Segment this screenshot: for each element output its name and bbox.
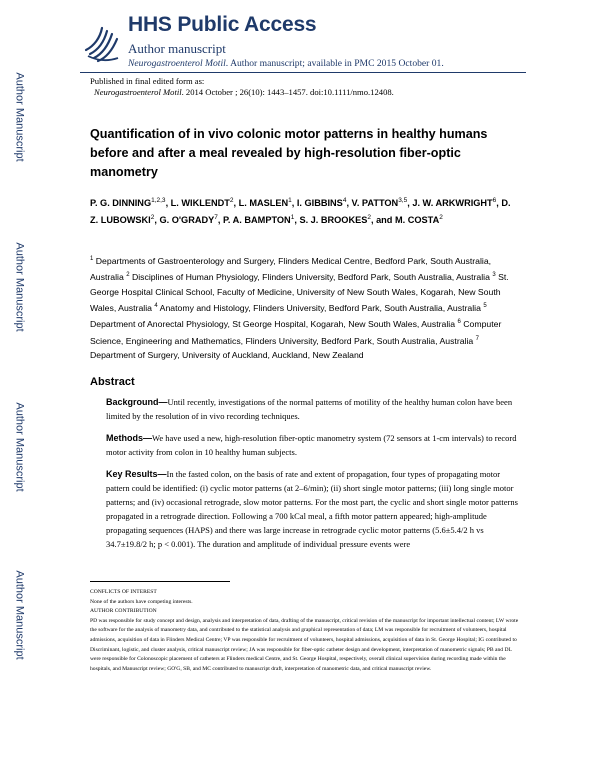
published-in [90,76,394,98]
author-separator: , [154,214,160,225]
author-name: L. MASLEN [238,198,289,209]
author-name: V. PATTON [351,198,399,209]
author-affiliation-sup: 4 [342,197,347,204]
coi-heading: CONFLICTS OF INTEREST [90,589,157,595]
author-affiliation-sup: 2 [439,213,443,221]
side-banner-label: Author Manuscript [14,570,27,660]
coi-text: None of the authors have competing interests. [90,598,193,605]
author-separator: , [233,198,239,209]
author-separator: , [346,198,352,209]
author-name: M. COSTA [394,214,440,225]
side-banner-label: Author Manuscript [14,72,27,162]
affiliation-text: Computer Science, Engineering and Mathematics, Flinders University, Bedford Park, South Australia, Australia [90,319,502,346]
author-affiliation-sup: 1 [290,213,295,221]
affiliations [90,252,520,362]
author-name: G. O'GRADY [159,214,215,225]
author-name: D. Z. LUBOWSKI [90,198,511,225]
side-banner-label: Author Manuscript [14,242,27,332]
author-separator: , [407,198,413,209]
author-manuscript-label: Author manuscript [128,41,226,56]
footnote-divider [90,581,230,582]
published-citation: . 2014 October ; 26(10): 1443–1457. doi:10.1111/nmo.12408. [181,87,394,97]
author-separator: , [217,214,223,225]
author-affiliation-sup: 1,2,3 [151,197,166,204]
author-name: L. WIKLENDT [170,198,230,209]
author-separator: , [294,214,300,225]
hhs-title: HHS Public Access [128,13,317,36]
author-list [90,194,520,227]
affiliation-sup: 3 [492,272,496,279]
journal-name: Neurogastroenterol Motil [128,58,226,69]
author-name: J. W. ARKWRIGHT [412,198,493,209]
affiliation-text: Department of Surgery, University of Auckland, Auckland, New Zealand [90,349,364,360]
methods-label: Methods— [106,433,152,443]
author-name: S. J. BROOKES [299,214,368,225]
background-text: Until recently, investigations of the normal patterns of motility of the healthy human colon have been limited by the resolution of in vivo recording techniques. [106,397,513,421]
affiliation-text: Department of Anorectal Physiology, St George Hospital, Kogarah, New South Wales, Australia [90,319,458,330]
affiliation-sup: 1 [90,256,94,262]
author-affiliation-sup: 6 [492,197,497,204]
affiliation-text: Departments of Gastroenterology and Surgery, Flinders Medical Centre, Bedford Park, South Australia, Australia [90,255,492,283]
affiliation-sup: 4 [154,303,158,309]
abstract-heading: Abstract [90,376,135,388]
contrib-heading: AUTHOR CONTRIBUTION [90,608,157,615]
author-separator: , [291,198,297,209]
side-banner [9,62,31,172]
author-affiliation-sup: 7 [214,213,218,221]
abstract-methods [106,431,520,459]
key-results-label: Key Results— [106,469,167,479]
affiliation-sup: 5 [483,303,487,309]
availability-text: . Author manuscript; available in PMC 2015 October 01. [225,58,444,69]
article-title: Quantification of in vivo colonic motor patterns in healthy humans before and after a meal revealed by high-resolution fiber-optic manometry [90,127,488,179]
author-name: P. A. BAMPTON [222,214,291,225]
author-name: I. GIBBINS [296,198,343,209]
affiliation-sup: 6 [457,319,461,326]
author-affiliation-sup: 1 [288,197,292,204]
side-banner [9,392,31,502]
background-label: Background— [106,397,168,407]
key-results-text: In the fasted colon, on the basis of rate and extent of propagation, four types of propagating motor pattern could be identified: (i) cyclic motor patterns (at 2–6/min); (ii) short single motor patterns; (iii) long single motor patterns; and (iv) occasional retrograde, slow motor patterns. For the most part, the cyclic and short single motor patterns propagated in a retrograde direction. Following a 700 kCal meal, a fifth motor pattern appeared; high-amplitude propagating sequences (HAPS) and there was large increase in retrograde cyclic motor patterns (5.6±5.4/2 h vs 34.7±19.8/2 h; p < 0.001). The duration and amplitude of individual pressure events were [106,469,518,549]
footnotes [90,588,522,674]
published-journal: Neurogastroenterol Motil [94,87,182,97]
contrib-text: PD was responsible for study concept and design, analysis and interpretation of data, drafting of the manuscript, critical revision of the manuscript for important intellectual content; LW wrote the software for the analysis of manometry data, and contributed to the statistical analysis and graphical representation of data; LM was responsible for recruitment of volunteers, hospital admissions, acquisition of data in Flinders Medical Centre; VP was responsible for recruitment of volunteers, hospital admissions, acquisition of data in St. George Hospital; IG contributed to Discriminant, logistic, and cluster analysis, critical manuscript review; JA was responsible for fiber-optic catheter design and development, interpretation of manometric signals; PB and DL were responsible for Colonoscopic placement of catheters at Flinders medical Centre, and St. George Hospital, respectively, overall clinical supervision during recording made within the hospitals, and Manuscript review; GO'G, SB, and MC contributed to manuscript draft, interpretation of manometric data, and critical manuscript review. [90,617,519,672]
side-banner [9,560,31,670]
header-divider [80,72,526,73]
affiliation-text: St. George Hospital Clinical School, Faculty of Medicine, University of New South Wales, Kogarah, New South Wales, Australia [90,272,509,313]
affiliation-text: Disciplines of Human Physiology, Flinders University, Bedford Park, South Australia, Australia [129,272,493,283]
abstract-background [106,395,520,423]
author-separator: , and [370,214,395,225]
affiliation-sup: 2 [126,272,130,279]
side-banner-label: Author Manuscript [14,402,27,492]
affiliation-text: Anatomy and Histology, Flinders University, Bedford Park, South Australia, Australia [157,302,484,313]
author-separator: , [165,198,171,209]
author-affiliation-sup: 3,5 [398,197,408,204]
hhs-eagle-logo [80,20,124,64]
side-banner [9,232,31,342]
author-affiliation-sup: 2 [229,197,234,204]
published-citation-line [90,87,394,98]
author-name: P. G. DINNING [90,198,152,209]
affiliation-sup: 7 [475,335,479,342]
abstract-key-results [106,467,520,551]
methods-text: We have used a new, high-resolution fiber-optic manometry system (72 sensors at 1-cm intervals) to record motor activity from colon in 10 healthy human subjects. [106,433,517,457]
author-affiliation-sup: 2 [367,213,371,221]
author-affiliation-sup: 2 [150,213,155,221]
published-label: Published in final edited form as: [90,76,205,86]
author-separator: , [496,198,502,209]
journal-availability [128,58,444,69]
